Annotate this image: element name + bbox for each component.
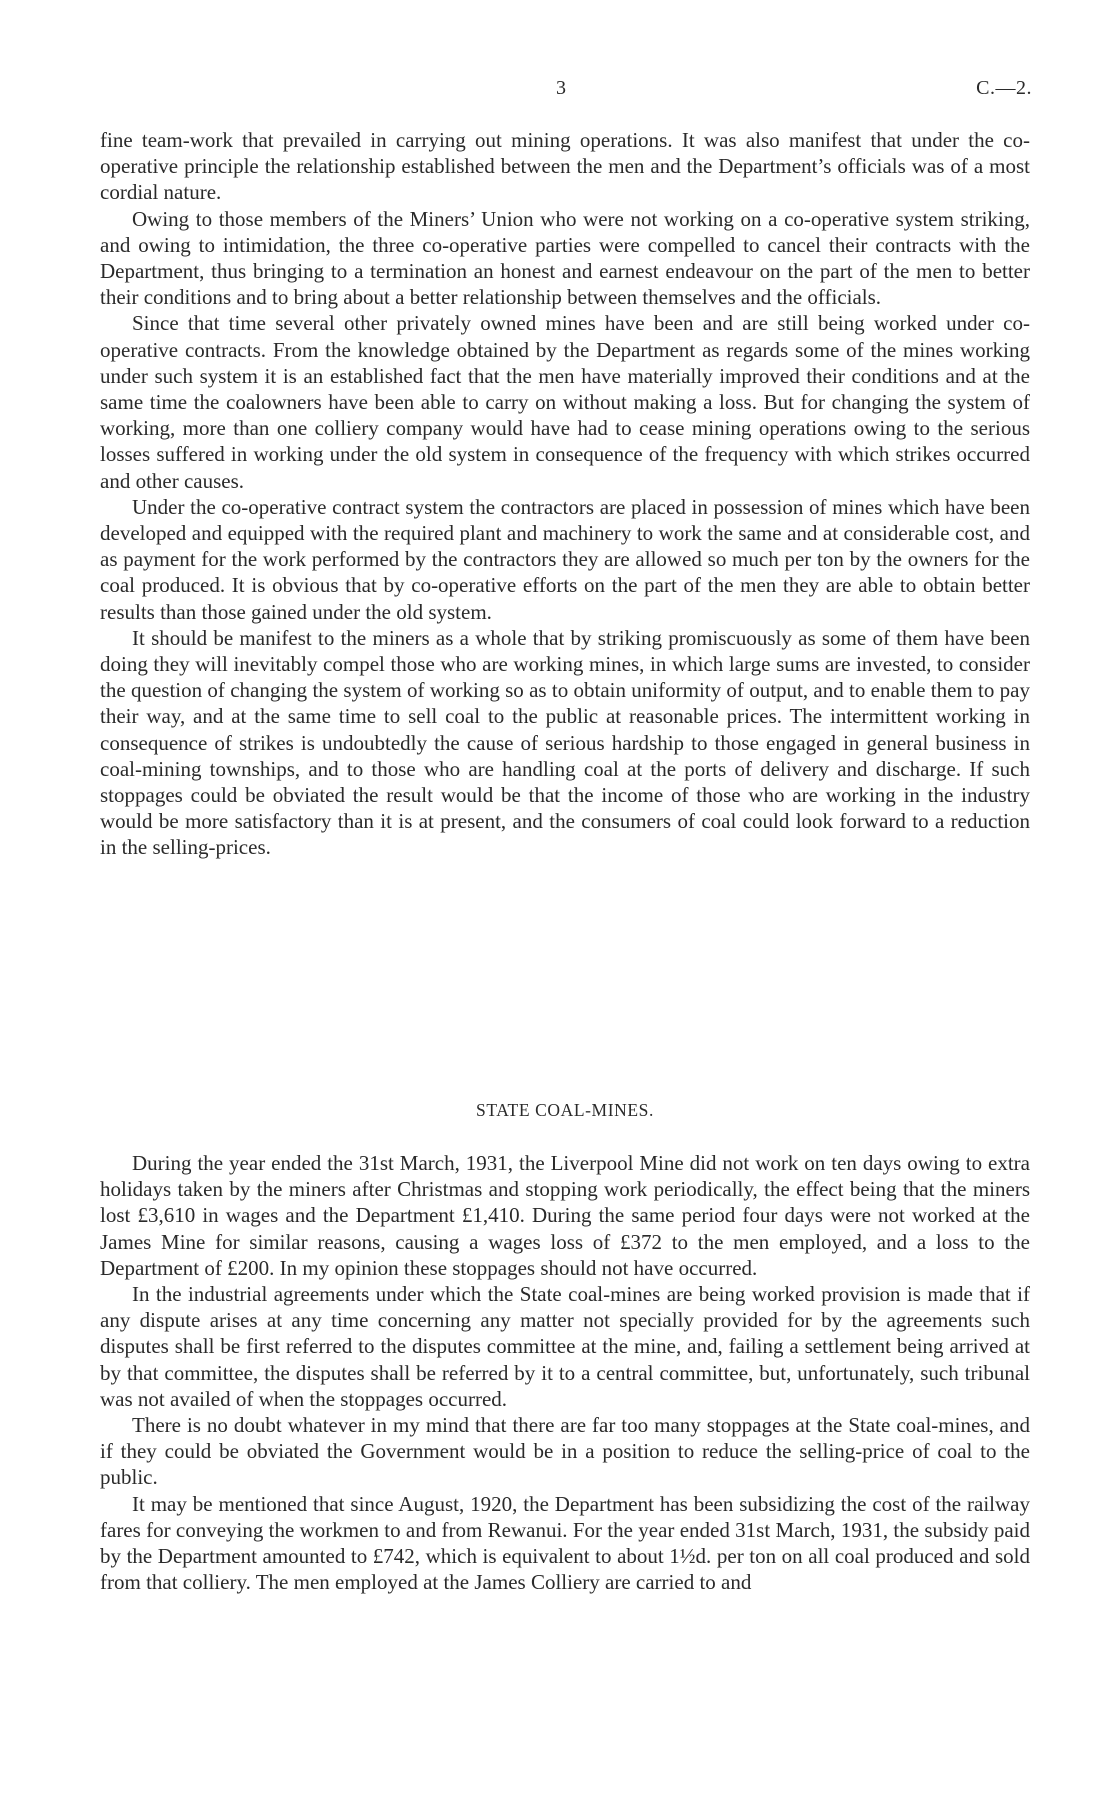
paragraph: There is no doubt whatever in my mind that there are far too many stoppages at the State coal-mines, and if they could be obviated the Government would be in a position to reduce the selling-price of coal to the public. [100,1413,1030,1490]
paragraph-continuation: fine team-work that prevailed in carrying out mining operations. It was also manifest that under the co-operative principle the relationship established between the men and the Department’s officials was of a most cordial nature. [100,128,1030,205]
paragraph: Since that time several other privately owned mines have been and are still being worked under co-operative contracts. From the knowledge obtained by the Department as regards some of the mines working under such system it is an established fact that the men have materially improved their conditions and at the same time the coalowners have been able to carry on without making a loss. But for changing the system of working, more than one colliery company would have had to cease mining operations owing to the serious losses suffered in working under the old system in consequence of the frequency with which strikes occurred and other causes. [100,311,1030,493]
document-reference: C.—2. [976,77,1032,99]
paragraph: It may be mentioned that since August, 1920, the Department has been subsidizing the cost of the railway fares for conveying the workmen to and from Rewanui. For the year ended 31st March, 1931, the subsidy paid by the Department amounted to £742, which is equivalent to about 1½d. per ton on all coal produced and sold from that colliery. The men employed at the James Colliery are carried to and [100,1491,1030,1595]
paragraph: During the year ended the 31st March, 1931, the Liverpool Mine did not work on ten days owing to extra holidays taken by the miners after Christmas and stopping work periodically, the effect being that the miners lost £3,610 in wages and the Department £1,410. During the same period four days were not worked at the James Mine for similar reasons, causing a wages loss of £372 to the men employed, and a loss to the Department of £200. In my opinion these stoppages should not have occurred. [100,1151,1030,1280]
paragraph: In the industrial agreements under which the State coal-mines are being worked provision is made that if any dispute arises at any time concerning any matter not specially provided for by the agreements such disputes shall be first referred to the disputes committee at the mine, and, failing a settlement being arrived at by that committee, the disputes shall be referred by it to a central committee, but, unfortunately, such tribunal was not availed of when the stoppages occurred. [100,1282,1030,1411]
paragraph: Owing to those members of the Miners’ Union who were not working on a co-operative system striking, and owing to intimidation, the three co-operative parties were compelled to cancel their contracts with the Department, thus bringing to a termination an honest and earnest endeavour on the part of the men to better their conditions and to bring about a better relationship between themselves and the officials. [100,206,1030,310]
state-coal-mines-section [100,1150,1030,1595]
cooperative-contracts-section [100,127,1030,861]
page-header [100,74,1032,102]
paragraph: It should be manifest to the miners as a whole that by striking promiscuously as some of them have been doing they will inevitably compel those who are working mines, in which large sums are invested, to consider the question of changing the system of working so as to obtain uniformity of output, and to enable them to pay their way, and at the same time to sell coal to the public at reasonable prices. The intermittent working in consequence of strikes is undoubtedly the cause of serious hardship to those engaged in general business in coal-mining townships, and to those who are handling coal at the ports of delivery and discharge. If such stoppages could be obviated the result would be that the income of those who are working in the industry would be more satisfactory than it is at present, and the consumers of coal could look forward to a reduction in the selling-prices. [100,625,1030,860]
page-number: 3 [556,77,566,99]
paragraph: Under the co-operative contract system the contractors are placed in possession of mines which have been developed and equipped with the required plant and machinery to work the same and at considerable cost, and as payment for the work performed by the contractors they are allowed so much per ton by the owners for the coal produced. It is obvious that by co-operative efforts on the part of the men they are able to obtain better results than those gained under the old system. [100,494,1030,624]
section-heading: STATE COAL-MINES. [476,1100,654,1120]
